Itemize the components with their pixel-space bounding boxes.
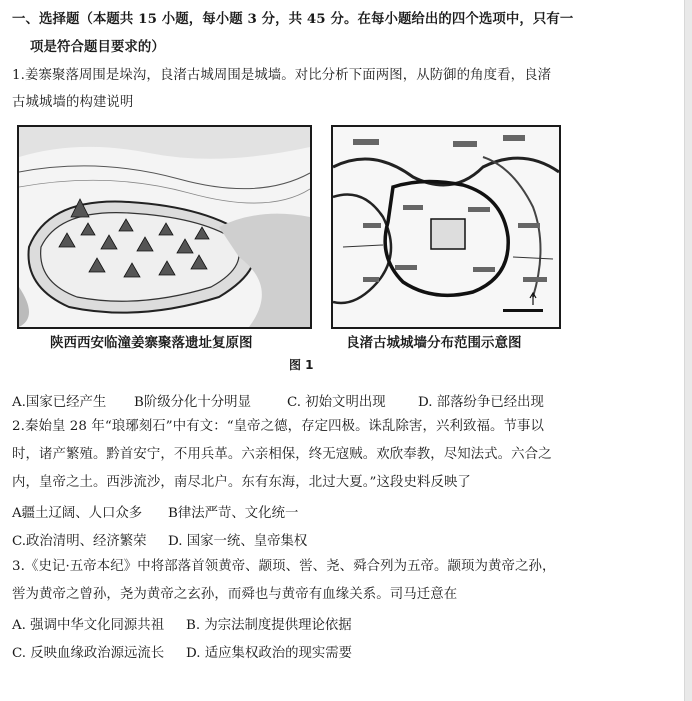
jiangzhai-settlement-figure bbox=[17, 125, 312, 329]
q1-option-a: A.国家已经产生 bbox=[12, 395, 107, 410]
q3-option-c: C. 反映血缘政治源远流长 bbox=[12, 646, 165, 661]
q3-option-a: A. 强调中华文化同源共祖 bbox=[12, 618, 165, 633]
section-heading-line-2: 项是符合题目要求的） bbox=[30, 39, 165, 55]
q3-stem-line-2: 喾为黄帝之曾孙，尧为黄帝之玄孙，而舜也与黄帝有血缘关系。司马迁意在 bbox=[12, 587, 458, 602]
figure-right-caption: 良渚古城城墙分布范围示意图 bbox=[346, 335, 522, 351]
q2-option-c: C.政治清明、经济繁荣 bbox=[12, 534, 147, 549]
q2-stem-line-3: 内，皇帝之土。西涉流沙，南尽北户。东有东海，北过大夏。”这段史料反映了 bbox=[12, 475, 471, 490]
q3-option-d: D. 适应集权政治的现实需要 bbox=[186, 646, 353, 661]
liangzhu-map-sketch bbox=[333, 127, 559, 327]
liangzhu-wall-map-figure bbox=[331, 125, 561, 329]
page-edge-scrollbar[interactable] bbox=[684, 0, 692, 701]
q1-option-b: B阶级分化十分明显 bbox=[134, 395, 251, 410]
q3-stem-line-1: 3.《史记·五帝本纪》中将部落首领黄帝、颛顼、喾、尧、舜合列为五帝。颛顼为黄帝之孙， bbox=[12, 559, 556, 574]
q2-stem-line-2: 时，诸产繁殖。黔首安宁，不用兵革。六亲相保，终无寇贼。欢欣奉教，尽知法式。六合之 bbox=[12, 447, 552, 462]
q2-option-b: B律法严苛、文化统一 bbox=[168, 506, 299, 521]
figure-left-caption: 陕西西安临潼姜寨聚落遗址复原图 bbox=[50, 335, 253, 351]
q1-stem-line-1: 1.姜寨聚落周围是垛沟，良渚古城周围是城墙。对比分析下面两图，从防御的角度看，良渚 bbox=[12, 68, 552, 83]
q1-stem-line-2: 古城城墙的构建说明 bbox=[12, 95, 134, 110]
q2-stem-line-1: 2.秦始皇 28 年“琅琊刻石”中有文：“皇帝之德，存定四极。诛乱除害，兴利致福。节事以 bbox=[12, 419, 544, 434]
q1-option-d: D. 部落纷争已经出现 bbox=[418, 395, 544, 410]
section-heading-line-1: 一、选择题（本题共 15 小题，每小题 3 分，共 45 分。在每小题给出的四个选项中，只有一 bbox=[12, 11, 574, 27]
q2-option-a: A疆土辽阔、人口众多 bbox=[12, 506, 143, 521]
q2-option-d: D. 国家一统、皇帝集权 bbox=[168, 534, 308, 549]
figure-number-label: 图 1 bbox=[289, 358, 314, 372]
jiangzhai-sketch bbox=[19, 127, 310, 327]
q1-option-c: C. 初始文明出现 bbox=[287, 395, 386, 410]
q3-option-b: B. 为宗法制度提供理论依据 bbox=[186, 618, 352, 633]
